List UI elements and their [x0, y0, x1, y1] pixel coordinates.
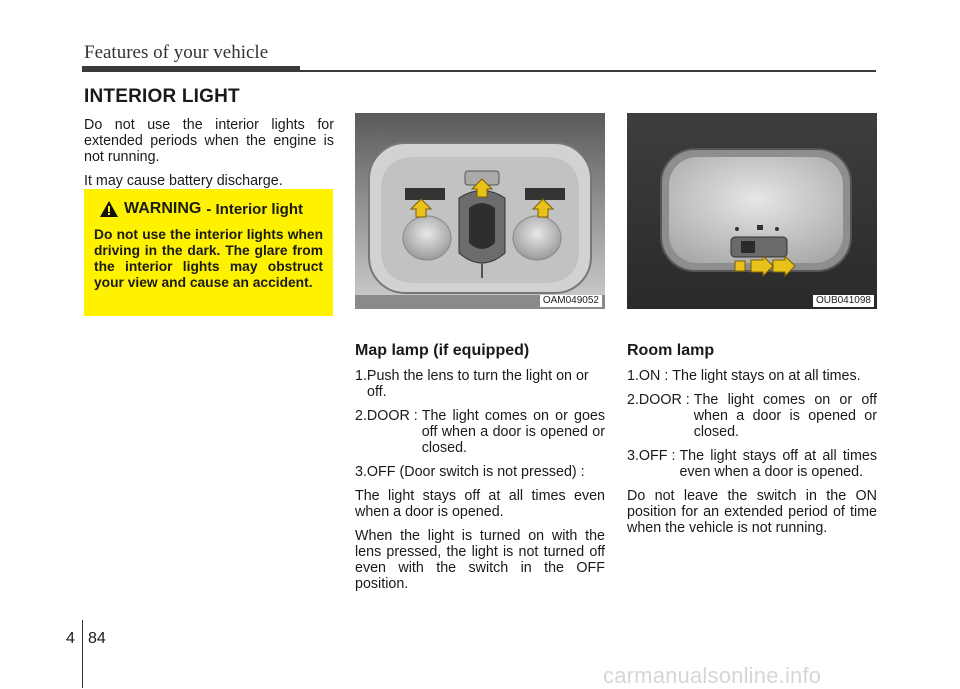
item-text: The light stays off at all times even when a door is opened. — [679, 448, 877, 480]
figure-code: OAM049052 — [540, 295, 602, 307]
room-lamp-column — [627, 342, 877, 544]
map-lamp-illustration — [355, 113, 605, 309]
warning-triangle-icon — [100, 201, 118, 217]
chapter-number: 4 — [66, 630, 75, 647]
room-lamp-illustration — [627, 113, 877, 309]
watermark: carmanualsonline.info — [603, 663, 822, 688]
intro-paragraph: Do not use the interior lights for extended periods when the engine is not running. — [84, 117, 334, 165]
page-number: 84 — [88, 630, 106, 647]
item-label: 3.OFF : — [627, 448, 680, 464]
warning-subtitle: - Interior light — [206, 200, 303, 218]
map-lamp-item-1: 1.Push the lens to turn the light on or off. — [355, 368, 589, 400]
header-rule-thick — [82, 66, 300, 72]
header-rule-thin — [300, 70, 876, 72]
map-lamp-title: Map lamp (if equipped) — [355, 342, 530, 359]
map-lamp-column — [355, 342, 605, 600]
item-label: 2.DOOR : — [627, 392, 694, 408]
warning-box — [84, 189, 333, 316]
map-lamp-figure — [355, 113, 605, 309]
header-title: Features of your vehicle — [84, 42, 269, 63]
map-lamp-item-2 — [355, 408, 605, 456]
room-lamp-figure — [627, 113, 877, 309]
intro-column — [84, 117, 334, 197]
map-lamp-paragraph: The light stays off at all times even when a door is opened. — [355, 488, 605, 520]
footer-divider — [82, 620, 83, 688]
warning-label: WARNING — [124, 200, 202, 217]
intro-paragraph-battery: It may cause battery discharge. — [84, 173, 283, 189]
room-lamp-item-1 — [627, 368, 877, 384]
map-lamp-paragraph: When the light is turned on with the lens pressed, the light is not turned off even with the switch in the OFF position. — [355, 528, 605, 592]
item-text: The light comes on or off when a door is opened or closed. — [693, 392, 877, 440]
item-label: 2.DOOR : — [355, 408, 422, 424]
room-lamp-item-2 — [627, 392, 877, 440]
item-text: The light comes on or goes off when a door is opened or closed. — [421, 408, 605, 456]
room-lamp-item-3 — [627, 448, 877, 480]
item-text: The light stays on at all times. — [672, 368, 861, 384]
figure-code: OUB041098 — [813, 295, 874, 307]
room-lamp-paragraph: Do not leave the switch in the ON position for an extended period of time when the vehicle is not running. — [627, 488, 877, 536]
item-label: 1.ON : — [627, 368, 673, 384]
warning-header — [94, 199, 323, 219]
warning-text: Do not use the interior lights when driving in the dark. The glare from the interior lights may obstruct your view and cause an accident. — [94, 227, 323, 290]
section-title: INTERIOR LIGHT — [84, 86, 240, 107]
room-lamp-title: Room lamp — [627, 342, 715, 359]
map-lamp-item-3: 3.OFF (Door switch is not pressed) : — [355, 464, 585, 480]
